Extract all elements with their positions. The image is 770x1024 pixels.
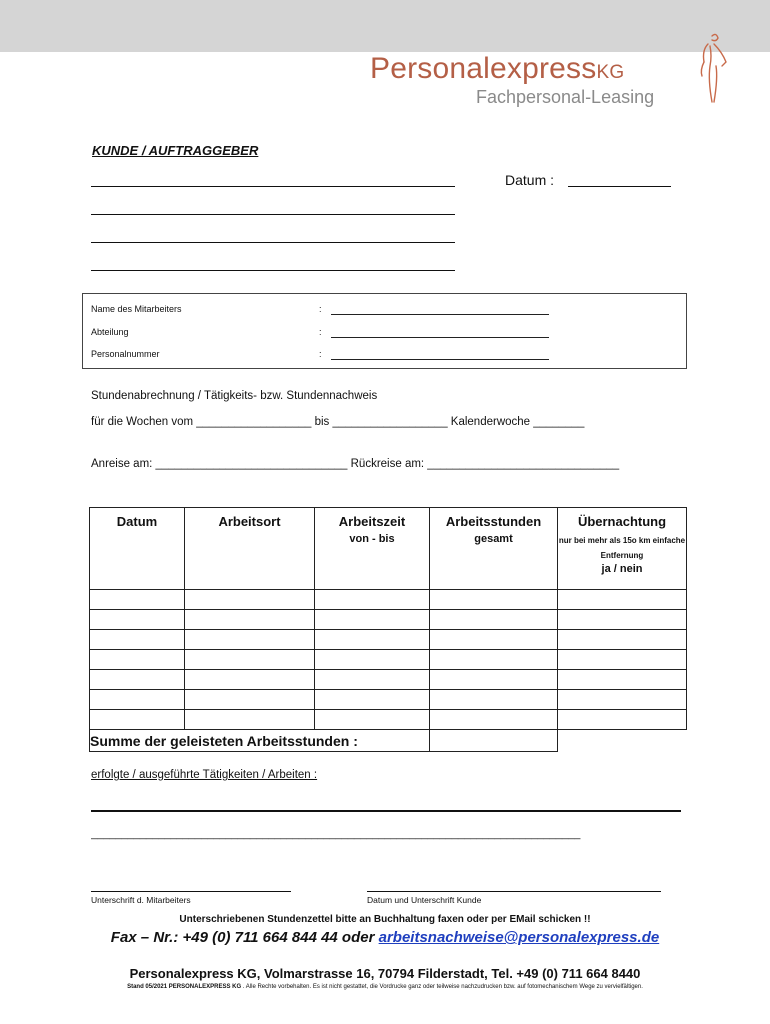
working-hours-cell[interactable] (430, 690, 558, 710)
working-time-cell[interactable] (315, 590, 430, 610)
date-cell[interactable] (90, 670, 185, 690)
table-row (90, 610, 687, 630)
header-overnight: Übernachtung nur bei mehr als 15o km einfache Entfernung ja / nein (558, 508, 687, 590)
personnel-number-colon: : (319, 349, 322, 359)
department-colon: : (319, 327, 322, 337)
logo-figure-icon (690, 30, 730, 110)
table-row (90, 630, 687, 650)
date-cell[interactable] (90, 650, 185, 670)
overnight-cell[interactable] (558, 590, 687, 610)
working-time-cell[interactable] (315, 710, 430, 730)
table-row (90, 590, 687, 610)
sum-empty-cell (558, 730, 687, 752)
working-hours-cell[interactable] (430, 610, 558, 630)
employee-signature-line[interactable] (91, 891, 291, 892)
working-time-cell[interactable] (315, 650, 430, 670)
customer-address-line-2[interactable] (91, 214, 455, 215)
date-label: Datum : (505, 172, 555, 188)
table-row (90, 710, 687, 730)
working-hours-cell[interactable] (430, 590, 558, 610)
working-time-cell[interactable] (315, 610, 430, 630)
customer-address-line-3[interactable] (91, 242, 455, 243)
personnel-number-label: Personalnummer (91, 349, 160, 359)
work-hours-table (89, 507, 687, 752)
workplace-cell[interactable] (185, 690, 315, 710)
timesheet-heading: Stundenabrechnung / Tätigkeits- bzw. Stundennachweis (91, 390, 378, 402)
date-field-line[interactable] (568, 186, 671, 187)
activities-line-1[interactable] (91, 810, 681, 812)
sum-row (90, 730, 687, 752)
working-hours-cell[interactable] (430, 650, 558, 670)
customer-address-line-4[interactable] (91, 270, 455, 271)
working-hours-cell[interactable] (430, 630, 558, 650)
working-time-cell[interactable] (315, 670, 430, 690)
overnight-cell[interactable] (558, 710, 687, 730)
travel-dates-line[interactable]: Anreise am: ______________________________ Rückreise am: ______________________________ (91, 458, 620, 470)
date-cell[interactable] (90, 710, 185, 730)
sum-value-cell[interactable] (430, 730, 558, 752)
activities-label: erfolgte / ausgeführte Tätigkeiten / Arbeiten : (91, 769, 318, 781)
date-cell[interactable] (90, 630, 185, 650)
overnight-cell[interactable] (558, 690, 687, 710)
overnight-cell[interactable] (558, 610, 687, 630)
header-working-hours: Arbeitsstunden gesamt (430, 508, 558, 590)
employee-signature-label: Unterschrift d. Mitarbeiters (91, 895, 191, 905)
employee-info-box (82, 293, 687, 369)
customer-section-title: KUNDE / AUFTRAGGEBER (92, 143, 259, 158)
working-hours-cell[interactable] (430, 670, 558, 690)
top-bar (0, 0, 770, 52)
table-row (90, 650, 687, 670)
workplace-cell[interactable] (185, 650, 315, 670)
customer-signature-label: Datum und Unterschrift Kunde (367, 895, 482, 905)
workplace-cell[interactable] (185, 670, 315, 690)
header-date: Datum (90, 508, 185, 590)
personnel-number-field[interactable] (331, 359, 549, 360)
date-cell[interactable] (90, 590, 185, 610)
submission-notice: Unterschriebenen Stundenzettel bitte an Buchhaltung faxen oder per EMail schicken !! (179, 914, 591, 925)
customer-address-line-1[interactable] (91, 186, 455, 187)
workplace-cell[interactable] (185, 590, 315, 610)
department-field[interactable] (331, 337, 549, 338)
employee-name-field[interactable] (331, 314, 549, 315)
workplace-cell[interactable] (185, 710, 315, 730)
overnight-cell[interactable] (558, 650, 687, 670)
sum-label: Summe der geleisteten Arbeitsstunden : (90, 730, 430, 752)
working-time-cell[interactable] (315, 630, 430, 650)
activities-line-2[interactable]: ________________________________________________________________________________ (91, 828, 581, 840)
department-label: Abteilung (91, 327, 129, 337)
company-logo-subtitle: Fachpersonal-Leasing (476, 87, 655, 107)
workplace-cell[interactable] (185, 610, 315, 630)
working-time-cell[interactable] (315, 690, 430, 710)
date-cell[interactable] (90, 610, 185, 630)
fax-number: Fax – Nr.: +49 (0) 711 664 844 44 oder (110, 929, 379, 946)
employee-name-colon: : (319, 304, 322, 314)
email-link[interactable]: arbeitsnachweise@personalexpress.de (378, 929, 660, 946)
fax-line (0, 929, 770, 946)
table-row (90, 690, 687, 710)
overnight-cell[interactable] (558, 630, 687, 650)
copyright-notice: Stand 05/2021 PERSONALEXPRESS KG . Alle Rechte vorbehalten. Es ist nicht gestattet, die Vordrucke ganz oder teilweise nachzudrucken bzw. auf fotomechanischem Wege zu vervielfältigen. (127, 984, 643, 990)
company-address: Personalexpress KG, Volmarstrasse 16, 70794 Filderstadt, Tel. +49 (0) 711 664 8440 (129, 966, 641, 981)
customer-signature-line[interactable] (367, 891, 661, 892)
working-hours-cell[interactable] (430, 710, 558, 730)
date-cell[interactable] (90, 690, 185, 710)
employee-name-label: Name des Mitarbeiters (91, 304, 182, 314)
company-logo-text: PersonalexpressKG (370, 52, 625, 85)
workplace-cell[interactable] (185, 630, 315, 650)
table-header-row (90, 508, 687, 590)
table-row (90, 670, 687, 690)
header-workplace: Arbeitsort (185, 508, 315, 590)
overnight-cell[interactable] (558, 670, 687, 690)
weeks-period-line[interactable]: für die Wochen vom __________________ bis __________________ Kalenderwoche ________ (91, 416, 585, 428)
header-working-time: Arbeitszeit von - bis (315, 508, 430, 590)
